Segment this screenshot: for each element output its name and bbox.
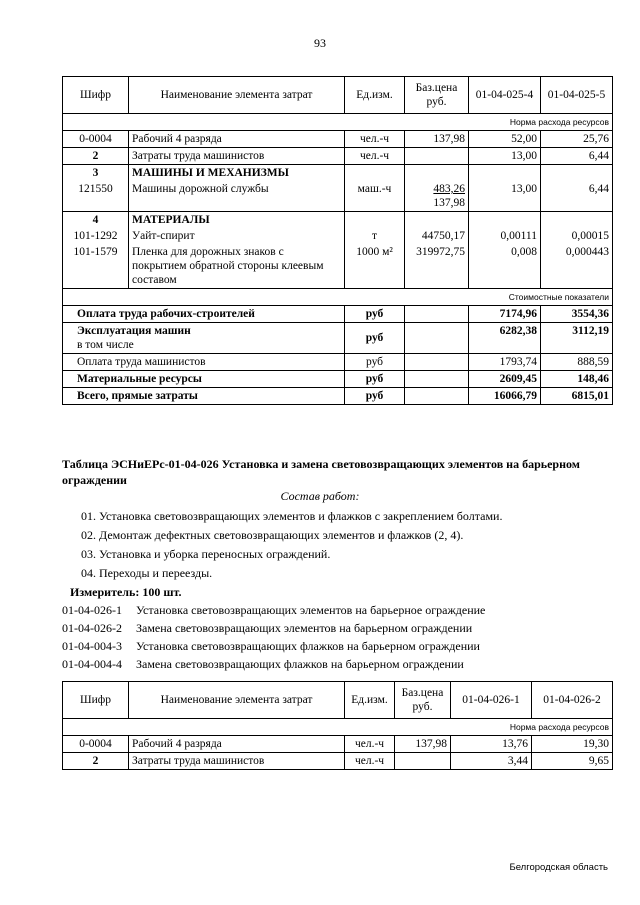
work-item: 02. Демонтаж дефектных световозвращающих элементов и флажков (2, 4). <box>81 528 464 542</box>
row-code: 121550 <box>63 181 129 212</box>
row-name: Пленка для дорожных знаков с покрытием обратной стороны клеевым составом <box>129 244 345 289</box>
row-price: 137,98 <box>405 131 469 148</box>
cost-name: Оплата труда рабочих-строителей <box>63 306 345 323</box>
code-id: 01-04-026-1 <box>62 603 122 617</box>
resource-table-2 <box>62 681 613 770</box>
footer-region: Белгородская область <box>509 862 608 873</box>
row-price <box>405 148 469 165</box>
header-col1: 01-04-025-4 <box>469 77 541 114</box>
cost-name-sub: в том числе <box>77 339 134 351</box>
row-name: Уайт-спирит <box>129 228 345 244</box>
cost-name: Оплата труда машинистов <box>63 354 345 371</box>
norm-label-row <box>63 114 613 131</box>
header-unit: Ед.изм. <box>345 682 395 719</box>
cost-row <box>63 354 613 371</box>
code-text: Замена световозвращающих элементов на барьерном ограждении <box>136 621 473 635</box>
row-price: 137,98 <box>395 736 451 753</box>
cost-name-main: Эксплуатация машин <box>77 325 191 337</box>
table-title: Таблица ЭСНиЕРс-01-04-026 Установка и замена световозвращающих элементов на барьерном ограждении <box>62 457 580 487</box>
row-value-2: 0,00015 <box>541 228 613 244</box>
code-id: 01-04-004-4 <box>62 657 122 671</box>
header-col2: 01-04-025-5 <box>541 77 613 114</box>
work-item: 01. Установка световозвращающих элементов и флажков с закреплением болтами. <box>81 509 503 523</box>
code-item <box>62 603 485 618</box>
row-price: 319972,75 <box>405 244 469 289</box>
work-item: 04. Переходы и переезды. <box>81 566 213 580</box>
section-title: МАШИНЫ И МЕХАНИЗМЫ <box>129 165 345 182</box>
cost-unit: руб <box>345 306 405 323</box>
row-unit: маш.-ч <box>345 181 405 212</box>
cost-name: Материальные ресурсы <box>63 371 345 388</box>
row-price <box>395 753 451 770</box>
cost-unit: руб <box>345 323 405 354</box>
row-code: 3 <box>63 165 129 182</box>
row-unit: 1000 м² <box>345 244 405 289</box>
table-row <box>63 148 613 165</box>
header-code: Шифр <box>63 77 129 114</box>
cost-value-2: 3554,36 <box>541 306 613 323</box>
header-price: Баз.цена руб. <box>395 682 451 719</box>
row-price <box>405 181 469 212</box>
table-row <box>63 228 613 244</box>
code-text: Замена световозвращающих флажков на барьерном ограждении <box>136 657 464 671</box>
code-id: 01-04-026-2 <box>62 621 122 635</box>
row-value-1: 52,00 <box>469 131 541 148</box>
header-code: Шифр <box>63 682 129 719</box>
table-row <box>63 212 613 229</box>
header-name: Наименование элемента затрат <box>129 77 345 114</box>
row-name: Рабочий 4 разряда <box>129 736 345 753</box>
row-code: 4 <box>63 212 129 229</box>
row-name: Рабочий 4 разряда <box>129 131 345 148</box>
row-value-2: 6,44 <box>541 148 613 165</box>
cost-row <box>63 388 613 405</box>
row-value-1: 0,00111 <box>469 228 541 244</box>
code-id: 01-04-004-3 <box>62 639 122 653</box>
cost-unit: руб <box>345 354 405 371</box>
cost-row <box>63 306 613 323</box>
measure-unit: Измеритель: 100 шт. <box>70 585 182 599</box>
table-row <box>63 736 613 753</box>
row-value-2: 25,76 <box>541 131 613 148</box>
cost-label-row <box>63 289 613 306</box>
resource-table-1 <box>62 76 613 405</box>
page-number: 93 <box>314 36 326 50</box>
row-code: 2 <box>63 148 129 165</box>
norm-label: Норма расхода ресурсов <box>63 114 613 131</box>
cost-value-2: 148,46 <box>541 371 613 388</box>
norm-label: Норма расхода ресурсов <box>63 719 613 736</box>
row-code: 0-0004 <box>63 131 129 148</box>
cost-value-1: 2609,45 <box>469 371 541 388</box>
row-value-1: 13,00 <box>469 181 541 212</box>
price-bottom: 137,98 <box>433 197 465 209</box>
code-text: Установка световозвращающих флажков на барьерном ограждении <box>136 639 480 653</box>
row-value-1: 0,008 <box>469 244 541 289</box>
header-price: Баз.цена руб. <box>405 77 469 114</box>
row-value-2: 19,30 <box>532 736 613 753</box>
cost-name <box>63 323 345 354</box>
code-text: Установка световозвращающих элементов на барьерное ограждение <box>136 603 486 617</box>
row-unit: чел.-ч <box>345 131 405 148</box>
cost-value-1: 16066,79 <box>469 388 541 405</box>
code-item <box>62 621 472 636</box>
table-row <box>63 131 613 148</box>
work-composition-title: Состав работ: <box>280 489 360 503</box>
row-value-1: 13,76 <box>451 736 532 753</box>
code-item <box>62 639 480 654</box>
cost-unit: руб <box>345 371 405 388</box>
row-unit: чел.-ч <box>345 753 395 770</box>
row-value-1: 3,44 <box>451 753 532 770</box>
cost-value-2: 6815,01 <box>541 388 613 405</box>
cost-value-2: 888,59 <box>541 354 613 371</box>
table-header-row <box>63 682 613 719</box>
cost-value-2: 3112,19 <box>541 323 613 354</box>
row-name: Затраты труда машинистов <box>129 148 345 165</box>
table-row <box>63 244 613 289</box>
cost-label: Стоимостные показатели <box>63 289 613 306</box>
row-value-2: 0,000443 <box>541 244 613 289</box>
cost-name: Всего, прямые затраты <box>63 388 345 405</box>
price-top: 483,26 <box>433 183 465 195</box>
table-row <box>63 181 613 212</box>
table-row <box>63 165 613 182</box>
row-code: 101-1292 <box>63 228 129 244</box>
cost-row <box>63 371 613 388</box>
row-code: 2 <box>63 753 129 770</box>
header-col1: 01-04-026-1 <box>451 682 532 719</box>
header-col2: 01-04-026-2 <box>532 682 613 719</box>
row-unit: чел.-ч <box>345 736 395 753</box>
row-unit: т <box>345 228 405 244</box>
row-price: 44750,17 <box>405 228 469 244</box>
cost-value-1: 1793,74 <box>469 354 541 371</box>
row-name: Машины дорожной службы <box>129 181 345 212</box>
row-code: 101-1579 <box>63 244 129 289</box>
row-unit: чел.-ч <box>345 148 405 165</box>
cost-unit: руб <box>345 388 405 405</box>
work-item: 03. Установка и уборка переносных ограждений. <box>81 547 331 561</box>
table-row <box>63 753 613 770</box>
code-item <box>62 657 464 672</box>
row-value-1: 13,00 <box>469 148 541 165</box>
table-header-row <box>63 77 613 114</box>
header-name: Наименование элемента затрат <box>129 682 345 719</box>
row-name: Затраты труда машинистов <box>129 753 345 770</box>
norm-label-row <box>63 719 613 736</box>
cost-value-1: 6282,38 <box>469 323 541 354</box>
header-unit: Ед.изм. <box>345 77 405 114</box>
row-value-2: 6,44 <box>541 181 613 212</box>
row-value-2: 9,65 <box>532 753 613 770</box>
cost-value-1: 7174,96 <box>469 306 541 323</box>
row-code: 0-0004 <box>63 736 129 753</box>
cost-row <box>63 323 613 354</box>
section-title: МАТЕРИАЛЫ <box>129 212 345 229</box>
